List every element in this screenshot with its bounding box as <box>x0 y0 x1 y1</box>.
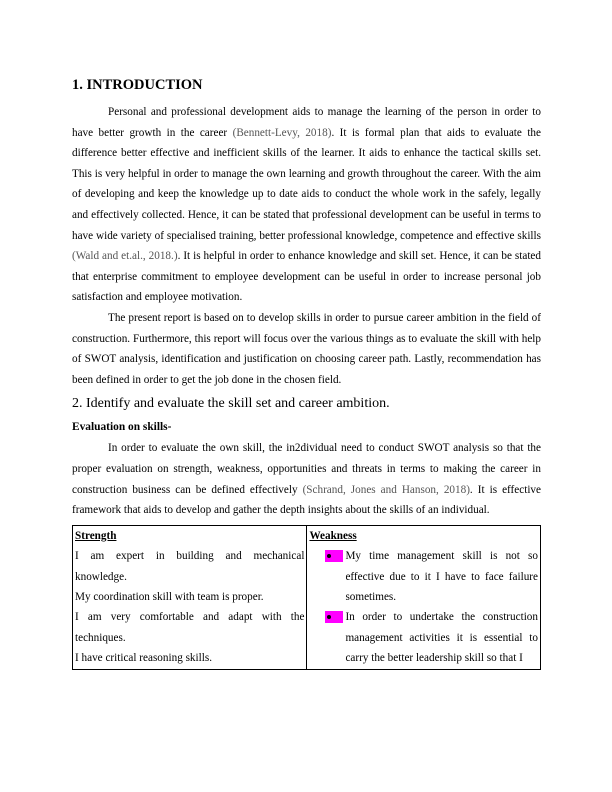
weakness-item-text: In order to undertake the construction management activities it is essential to carry the better leadership skill so that I <box>345 611 538 665</box>
citation-bennett-levy: (Bennett-Levy, 2018) <box>232 126 332 139</box>
strength-item: My coordination skill with team is proper. <box>75 590 264 603</box>
evaluation-subheading: Evaluation on skills- <box>72 421 172 434</box>
evaluation-text-a: In order to evaluate the own skill, the in2dividual need to conduct SWOT analysis so that the proper evaluation on strength, weakness, opportunities and threats in terms to making the career in construction business can be defined effectively <box>72 442 541 496</box>
swot-table <box>72 525 541 670</box>
evaluation-text-b: . It is effective framework that aids to develop and gather the depth insights about the skills of an individual. <box>72 483 541 517</box>
citation-schrand: (Schrand, Jones and Hanson, 2018) <box>302 483 470 496</box>
intro-paragraph-2: The present report is based on to develop skills in order to pursue career ambition in the field of construction. Furthermore, this report will focus over the various things as to evaluate the skill with help of SWOT analysis, identification and justification on choosing career path. Lastly, recommendation has been defined in order to get the job done in the chosen field. <box>72 311 541 386</box>
strength-item: I have critical reasoning skills. <box>75 652 213 665</box>
list-item <box>345 607 538 668</box>
strength-cell <box>73 525 307 669</box>
bullet-icon <box>325 611 343 623</box>
weakness-cell <box>307 525 541 669</box>
list-item <box>345 546 538 607</box>
document-page <box>72 76 541 670</box>
weakness-item-text: My time management skill is not so effective due to it I have to face failure sometimes. <box>345 550 538 603</box>
citation-wald: (Wald and et.al., 2018.) <box>72 250 178 263</box>
intro-text-1b: . It is formal plan that aids to evaluate the difference better effective and inefficient skills of the learner. It aids to enhance the tactical skills set. This is very helpful in order to manage the own learning and growth throughout the career. With the aim of developing and keep the knowledge up to date aids to conduct the whole work in the safely, legally and effectively collected. Hence, it can be stated that professional development can be useful in terms to have wide variety of specialised training, better professional knowledge, competence and effective skills <box>72 126 541 242</box>
bullet-icon <box>325 550 343 562</box>
intro-paragraph-1 <box>72 102 541 308</box>
weakness-header: Weakness <box>309 529 357 542</box>
table-row <box>73 525 541 669</box>
evaluation-paragraph <box>72 438 541 520</box>
weakness-list <box>309 546 538 668</box>
skills-section-heading: 2. Identify and evaluate the skill set and career ambition. <box>72 396 390 412</box>
strength-item: I am very comfortable and adapt with the techniques. <box>75 611 305 644</box>
intro-text-1c: . It is helpful in order to enhance knowledge and skill set. Hence, it can be stated that enterprise commitment to employee development can be useful in order to increase personal job satisfaction and employee motivation. <box>72 250 541 304</box>
strength-item: I am expert in building and mechanical knowledge. <box>75 550 305 583</box>
intro-text-1a: Personal and professional development aids to manage the learning of the person in order to have better growth in the career <box>72 106 541 139</box>
strength-header: Strength <box>75 529 117 542</box>
introduction-heading: 1. INTRODUCTION <box>72 77 203 93</box>
